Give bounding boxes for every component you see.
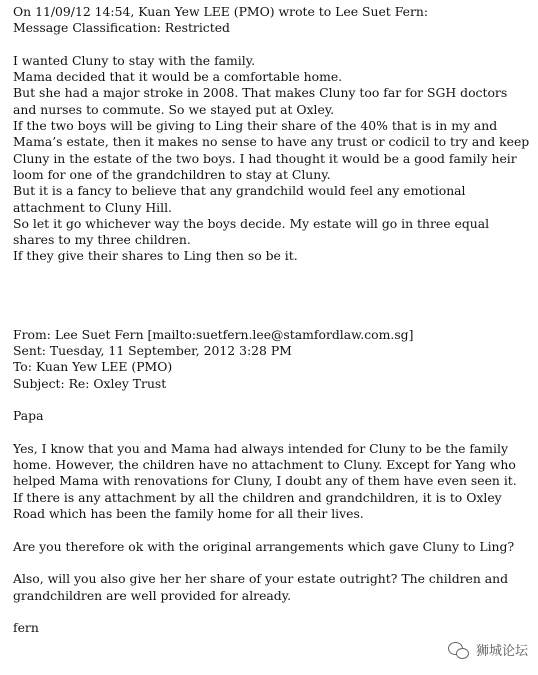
wechat-icon xyxy=(448,641,470,659)
body-line: helped Mama with renovations for Cluny, I doubt any of them have even seen it. xyxy=(13,473,517,489)
document xyxy=(13,4,533,636)
paragraph-1 xyxy=(13,441,533,522)
body-line: If there is any attachment by all the children and grandchildren, it is to Oxley xyxy=(13,489,502,505)
header-from: From: Lee Suet Fern [mailto:suetfern.lee@stamfordlaw.com.sg] xyxy=(13,326,414,342)
email-1 xyxy=(13,4,533,265)
header-line: Message Classification: Restricted xyxy=(13,20,230,36)
email-1-header xyxy=(13,4,533,37)
email-2 xyxy=(13,327,533,637)
body-line: But it is a fancy to believe that any grandchild would feel any emotional xyxy=(13,183,466,199)
body-line: Cluny in the estate of the two boys. I had thought it would be a good family heir xyxy=(13,150,517,166)
body-line: Road which has been the family home for all their lives. xyxy=(13,506,364,522)
body-line: attachment to Cluny Hill. xyxy=(13,199,172,215)
watermark-text: 狮城论坛 xyxy=(475,644,528,659)
body-line: Mama decided that it would be a comfortable home. xyxy=(13,69,343,85)
body-line: loom for one of the grandchildren to stay at Cluny. xyxy=(13,166,331,182)
paragraph-2 xyxy=(13,539,533,555)
body-line: I wanted Cluny to stay with the family. xyxy=(13,52,256,68)
body-line: But she had a major stroke in 2008. That makes Cluny too far for SGH doctors xyxy=(13,85,508,101)
salutation: Papa xyxy=(13,408,44,424)
body-line: home. However, the children have no attachment to Cluny. Except for Yang who xyxy=(13,457,516,473)
body-line: If they give their shares to Ling then so be it. xyxy=(13,248,298,264)
body-line: Mama’s estate, then it makes no sense to have any trust or codicil to try and keep xyxy=(13,134,530,150)
email-1-body xyxy=(13,53,533,265)
body-line: Are you therefore ok with the original arrangements which gave Cluny to Ling? xyxy=(13,538,515,554)
body-line: shares to my three children. xyxy=(13,232,191,248)
watermark xyxy=(448,640,528,659)
email-2-header xyxy=(13,327,533,392)
header-subject: Subject: Re: Oxley Trust xyxy=(13,375,167,391)
body-line: So let it go whichever way the boys decide. My estate will go in three equal xyxy=(13,215,490,231)
body-line: Also, will you also give her her share of your estate outright? The children and xyxy=(13,571,509,587)
header-to: To: Kuan Yew LEE (PMO) xyxy=(13,359,173,375)
body-line: grandchildren are well provided for already. xyxy=(13,587,292,603)
body-line: Yes, I know that you and Mama had always intended for Cluny to be the family xyxy=(13,440,508,456)
body-line: If the two boys will be giving to Ling their share of the 40% that is in my and xyxy=(13,118,498,134)
header-line: On 11/09/12 14:54, Kuan Yew LEE (PMO) wrote to Lee Suet Fern: xyxy=(13,4,429,19)
signoff: fern xyxy=(13,620,39,636)
header-sent: Sent: Tuesday, 11 September, 2012 3:28 PM xyxy=(13,343,292,359)
paragraph-3 xyxy=(13,571,533,604)
body-line: and nurses to commute. So we stayed put at Oxley. xyxy=(13,101,335,117)
